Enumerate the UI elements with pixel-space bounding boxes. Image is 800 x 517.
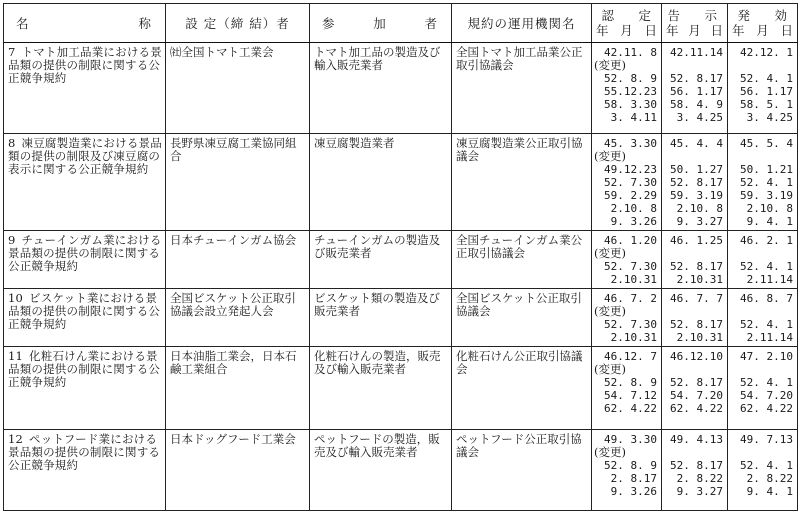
date-value: 52. 8.17 <box>670 176 723 189</box>
header-effective-year: 年 <box>732 23 745 38</box>
date-value: 2.10. 8 <box>746 202 793 215</box>
date-spacer <box>664 59 723 72</box>
participants-text: チューインガムの製造及び販売業者 <box>314 233 441 260</box>
date-value: 52. 8. 9 <box>604 72 657 85</box>
certified-dates-cell <box>592 43 662 134</box>
date-value: 49. 3.30 <box>604 433 657 446</box>
name-cell <box>4 134 166 231</box>
table-row <box>4 430 798 511</box>
header-participant <box>310 4 452 43</box>
date-value: 62. 4.22 <box>670 402 723 415</box>
header-certified-month: 月 <box>620 23 633 38</box>
setter-cell <box>166 430 310 511</box>
certified-dates-cell <box>592 430 662 511</box>
date-value: 3. 4.11 <box>610 111 657 124</box>
date-value: 50. 1.21 <box>740 163 793 176</box>
operator-cell <box>452 134 592 231</box>
effective-dates-cell <box>728 43 798 134</box>
date-value: 54. 7.20 <box>670 389 723 402</box>
date-value: 54. 7.20 <box>740 389 793 402</box>
header-certified <box>592 4 662 43</box>
amendment-label: (変更) <box>594 149 626 163</box>
date-value: 59. 3.19 <box>670 189 723 202</box>
date-value: 52. 4. 1 <box>740 376 793 389</box>
rule-number: 9 <box>8 233 16 247</box>
effective-dates-cell <box>728 347 798 430</box>
date-value: 52. 8.17 <box>670 318 723 331</box>
date-value: 3. 4.25 <box>746 111 793 124</box>
operator-text: ペットフード公正取引協議会 <box>456 432 582 459</box>
date-value: 2.11.14 <box>746 331 793 344</box>
date-value: 45. 4. 4 <box>670 137 723 150</box>
date-value: 49.12.23 <box>604 163 657 176</box>
participants-cell <box>310 231 452 289</box>
amendment-label: (変更) <box>594 58 626 72</box>
date-value: 9. 3.27 <box>676 215 723 228</box>
date-value: 58. 3.30 <box>604 98 657 111</box>
setter-cell <box>166 347 310 430</box>
date-value: 46. 7. 2 <box>604 292 657 305</box>
setter-text: 全国ビスケット公正取引協議会設立発起人会 <box>170 291 296 318</box>
announced-dates-cell <box>662 134 728 231</box>
participants-text: 凍豆腐製造業者 <box>314 136 395 150</box>
date-spacer <box>730 59 793 72</box>
table-row <box>4 43 798 134</box>
header-name <box>4 4 166 43</box>
rule-name: ペットフード業における景品類の提供の制限に関する公正競争規約 <box>8 432 161 472</box>
rule-number: 7 <box>8 45 16 59</box>
certified-dates-cell <box>592 134 662 231</box>
table-row <box>4 289 798 347</box>
date-value: 52. 8.17 <box>670 459 723 472</box>
participants-cell <box>310 43 452 134</box>
setter-cell <box>166 289 310 347</box>
date-value: 42.12. 1 <box>740 46 793 59</box>
header-certified-top: 認 定 <box>601 8 657 23</box>
date-value: 3. 4.25 <box>676 111 723 124</box>
date-value: 55.12.23 <box>604 85 657 98</box>
date-value: 58. 4. 9 <box>670 98 723 111</box>
date-value: 52. 8.17 <box>670 376 723 389</box>
amendment-label: (変更) <box>594 362 626 376</box>
date-spacer <box>730 150 793 163</box>
date-value: 2.10.31 <box>610 331 657 344</box>
header-effective-top: 発 効 <box>737 8 793 23</box>
date-spacer <box>664 305 723 318</box>
amendment-label: (変更) <box>594 445 626 459</box>
date-value: 2.11.14 <box>746 273 793 286</box>
date-value: 2. 8.22 <box>676 472 723 485</box>
date-value: 52. 8. 9 <box>604 459 657 472</box>
date-value: 46.12.10 <box>670 350 723 363</box>
date-value: 2.10.31 <box>610 273 657 286</box>
date-value: 45. 5. 4 <box>740 137 793 150</box>
header-certified-year: 年 <box>596 23 609 38</box>
announced-dates-cell <box>662 43 728 134</box>
operator-text: 凍豆腐製造業公正取引協議会 <box>456 136 583 163</box>
name-cell <box>4 43 166 134</box>
date-value: 9. 3.26 <box>610 215 657 228</box>
date-value: 2.10.31 <box>676 273 723 286</box>
date-spacer <box>730 446 793 459</box>
operator-text: 全国ビスケット公正取引協議会 <box>456 291 582 318</box>
certified-dates-cell <box>592 347 662 430</box>
date-spacer <box>730 247 793 260</box>
date-value: 42.11. 8 <box>604 46 657 59</box>
name-cell <box>4 347 166 430</box>
date-value: 52. 8. 9 <box>604 376 657 389</box>
date-value: 52. 8.17 <box>670 260 723 273</box>
rules-table <box>3 3 798 511</box>
rule-name: チューインガム業における景品類の提供の制限に関する公正競争規約 <box>8 233 162 273</box>
date-value: 52. 4. 1 <box>740 459 793 472</box>
date-spacer <box>664 150 723 163</box>
date-value: 45. 3.30 <box>604 137 657 150</box>
setter-text: 日本油脂工業会，日本石鹸工業組合 <box>170 349 297 376</box>
name-cell <box>4 231 166 289</box>
rule-number: 8 <box>8 136 16 150</box>
date-value: 52. 4. 1 <box>740 72 793 85</box>
date-value: 46. 1.25 <box>670 234 723 247</box>
header-participant-a: 参 <box>322 15 335 31</box>
setter-text: ㈳全国トマト工業会 <box>170 45 274 59</box>
header-announced <box>662 4 728 43</box>
header-operator-label: 規約の運用機関名 <box>467 15 576 31</box>
participants-text: ペットフードの製造，販売及び輸入販売業者 <box>314 432 440 459</box>
header-name-b: 称 <box>138 15 151 31</box>
rule-number: 12 <box>8 432 24 446</box>
date-value: 49. 7.13 <box>740 433 793 446</box>
header-announced-month: 月 <box>688 23 701 38</box>
header-row <box>4 4 798 43</box>
rule-name: トマト加工品業における景品類の提供の制限に関する公正競争規約 <box>8 45 162 85</box>
date-value: 52. 7.30 <box>604 260 657 273</box>
header-operator <box>452 4 592 43</box>
effective-dates-cell <box>728 430 798 511</box>
amendment-label: (変更) <box>594 304 626 318</box>
date-spacer <box>730 363 793 376</box>
date-value: 9. 4. 1 <box>746 215 793 228</box>
date-value: 2.10. 8 <box>676 202 723 215</box>
date-value: 52. 4. 1 <box>740 176 793 189</box>
name-cell <box>4 430 166 511</box>
certified-dates-cell <box>592 289 662 347</box>
header-name-a: 名 <box>16 15 29 31</box>
name-cell <box>4 289 166 347</box>
date-value: 52. 7.30 <box>604 176 657 189</box>
date-value: 46. 2. 1 <box>740 234 793 247</box>
date-spacer <box>730 305 793 318</box>
date-value: 52. 8.17 <box>670 72 723 85</box>
rule-name: 化粧石けん業における景品類の提供の制限に関する公正競争規約 <box>8 349 161 389</box>
header-effective-day: 日 <box>780 23 793 38</box>
effective-dates-cell <box>728 289 798 347</box>
operator-cell <box>452 430 592 511</box>
date-value: 46. 1.20 <box>604 234 657 247</box>
certified-dates-cell <box>592 231 662 289</box>
effective-dates-cell <box>728 134 798 231</box>
date-value: 46. 8. 7 <box>740 292 793 305</box>
date-value: 46. 7. 7 <box>670 292 723 305</box>
announced-dates-cell <box>662 430 728 511</box>
rule-number: 10 <box>8 291 24 305</box>
participants-cell <box>310 134 452 231</box>
date-value: 52. 4. 1 <box>740 318 793 331</box>
operator-text: 全国トマト加工品業公正取引協議会 <box>456 45 583 72</box>
date-value: 47. 2.10 <box>740 350 793 363</box>
setter-cell <box>166 134 310 231</box>
setter-text: 日本ドッグフード工業会 <box>170 432 296 446</box>
date-value: 52. 7.30 <box>604 318 657 331</box>
date-value: 2.10. 8 <box>610 202 657 215</box>
participants-text: ビスケット類の製造及び販売業者 <box>314 291 440 318</box>
header-participant-b: 加 <box>373 15 386 31</box>
date-value: 62. 4.22 <box>740 402 793 415</box>
date-spacer <box>664 363 723 376</box>
operator-cell <box>452 289 592 347</box>
announced-dates-cell <box>662 347 728 430</box>
amendment-label: (変更) <box>594 246 626 260</box>
date-spacer <box>664 446 723 459</box>
operator-cell <box>452 347 592 430</box>
operator-cell <box>452 231 592 289</box>
announced-dates-cell <box>662 289 728 347</box>
header-setter-label: 設 定（締 結）者 <box>185 15 290 31</box>
date-value: 56. 1.17 <box>740 85 793 98</box>
header-participant-c: 者 <box>424 15 437 31</box>
header-effective-month: 月 <box>756 23 769 38</box>
effective-dates-cell <box>728 231 798 289</box>
header-effective <box>728 4 798 43</box>
header-announced-day: 日 <box>710 23 723 38</box>
participants-cell <box>310 289 452 347</box>
rule-name: 凍豆腐製造業における景品類の提供の制限及び凍豆腐の表示に関する公正競争規約 <box>8 136 162 176</box>
date-value: 58. 5. 1 <box>740 98 793 111</box>
date-value: 49. 4.13 <box>670 433 723 446</box>
date-value: 9. 3.26 <box>610 485 657 498</box>
date-value: 2.10.31 <box>676 331 723 344</box>
operator-text: 全国チューインガム業公正取引協議会 <box>456 233 583 260</box>
operator-text: 化粧石けん公正取引協議会 <box>456 349 583 376</box>
announced-dates-cell <box>662 231 728 289</box>
date-value: 62. 4.22 <box>604 402 657 415</box>
rule-number: 11 <box>8 349 24 363</box>
header-certified-day: 日 <box>644 23 657 38</box>
participants-cell <box>310 430 452 511</box>
date-value: 9. 4. 1 <box>746 485 793 498</box>
setter-text: 長野県凍豆腐工業協同組合 <box>170 136 297 163</box>
header-announced-top: 告 示 <box>667 8 723 23</box>
header-setter <box>166 4 310 43</box>
date-spacer <box>664 247 723 260</box>
participants-text: 化粧石けんの製造，販売及び輸入販売業者 <box>314 349 441 376</box>
date-value: 59. 2.29 <box>604 189 657 202</box>
date-value: 52. 4. 1 <box>740 260 793 273</box>
header-announced-year: 年 <box>666 23 679 38</box>
participants-cell <box>310 347 452 430</box>
setter-cell <box>166 43 310 134</box>
table-row <box>4 231 798 289</box>
date-value: 59. 3.19 <box>740 189 793 202</box>
date-value: 46.12. 7 <box>604 350 657 363</box>
rule-name: ビスケット業における景品類の提供の制限に関する公正競争規約 <box>8 291 161 331</box>
setter-cell <box>166 231 310 289</box>
table-row <box>4 134 798 231</box>
date-value: 2. 8.17 <box>610 472 657 485</box>
date-value: 42.11.14 <box>670 46 723 59</box>
date-value: 54. 7.12 <box>604 389 657 402</box>
operator-cell <box>452 43 592 134</box>
date-value: 2. 8.22 <box>746 472 793 485</box>
setter-text: 日本チューインガム協会 <box>170 233 297 247</box>
date-value: 50. 1.27 <box>670 163 723 176</box>
table-row <box>4 347 798 430</box>
date-value: 56. 1.17 <box>670 85 723 98</box>
participants-text: トマト加工品の製造及び輸入販売業者 <box>314 45 441 72</box>
date-value: 9. 3.27 <box>676 485 723 498</box>
